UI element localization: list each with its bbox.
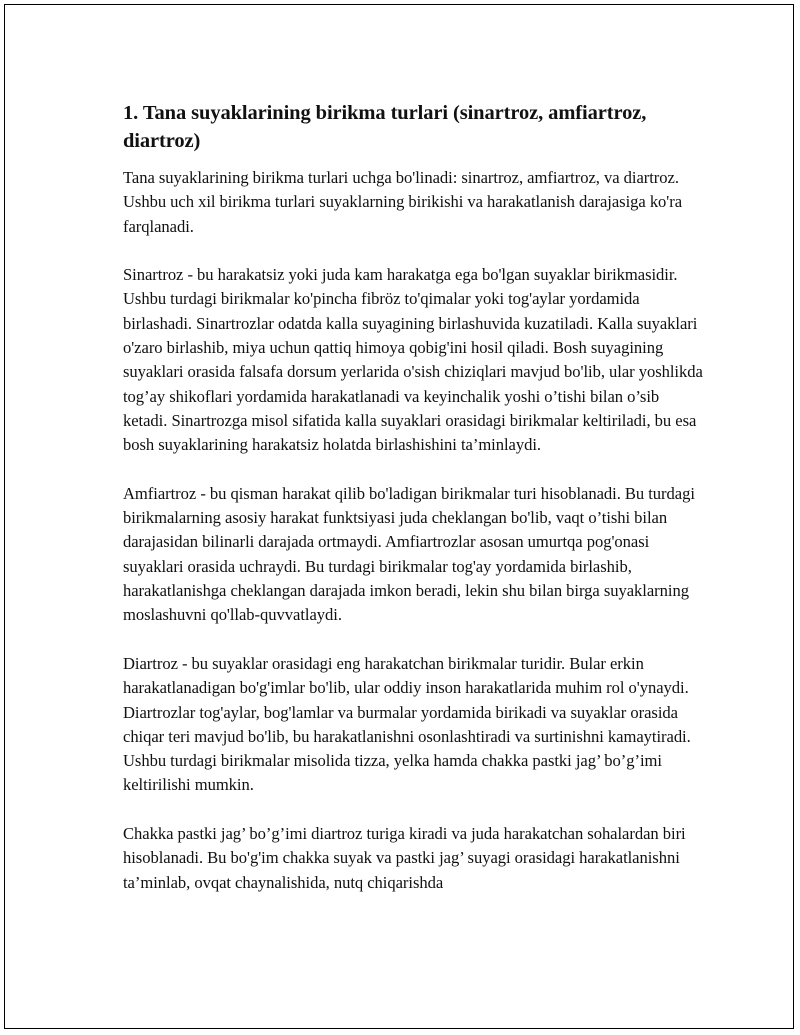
paragraph-amfiartroz: Amfiartroz - bu qisman harakat qilib bo'ladigan birikmalar turi hisoblanadi. Bu turdagi birikmalarning asosiy harakat funktsiyasi juda cheklangan bo'lib, vaqt o’tishi bilan darajasidan bilinarli darajada ortmaydi. Amfiartrozlar asosan umurtqa pog'onasi suyaklari orasida uchraydi. Bu turdagi birikmalar tog'ay yordamida birlashib, harakatlanishga cheklangan darajada imkon beradi, lekin shu bilan birga suyaklarning moslashuvni qo'llab-quvvatlaydi. xyxy=(123,483,695,625)
page-frame xyxy=(4,4,794,1029)
document-title: 1. Tana suyaklarining birikma turlari (sinartroz, amfiartroz, diartroz) xyxy=(123,102,647,152)
paragraph-diartroz: Diartroz - bu suyaklar orasidagi eng harakatchan birikmalar turidir. Bular erkin harakatlanadigan bo'g'imlar bo'lib, ular oddiy inson harakatlarida muhim rol o'ynaydi. Diartrozlar tog'aylar, bog'lamlar va burmalar yordamida birikadi va suyaklar orasida chiqar teri mavjud bo'lib, bu harakatlanishni osonlashtiradi va surtinishni kamaytiradi. Ushbu turdagi birikmalar misolida tizza, yelka hamda chakka pastki jag’ bo’g’imi keltirilishi mumkin. xyxy=(123,653,691,795)
paragraph-intro: Tana suyaklarining birikma turlari uchga bo'linadi: sinartroz, amfiartroz, va diartroz. Ushbu uch xil birikma turlari suyaklarning birikishi va harakatlanish darajasiga ko'ra farqlanadi. xyxy=(123,168,683,236)
paragraph-sinartroz: Sinartroz - bu harakatsiz yoki juda kam harakatga ega bo'lgan suyaklar birikmasidir. Ushbu turdagi birikmalar ko'pincha fibröz to'qimalar yoki tog'aylar yordamida birlashadi. Sinartrozlar odatda kalla suyagining birlashuvida kuzatiladi. Kalla suyaklari o'zaro birlashib, miya uchun qattiq himoya qobig'ini hosil qiladi. Bosh suyagining suyaklari orasida falsafa dorsum yerlarida o'sish chiziqlari mavjud bo'lib, ular yoshlikda tog’ay shikoflari yordamida harakatlanadi va keyinchalik yoshi o’tishi bilan o’sib ketadi. Sinartrozga misol sifatida kalla suyaklari orasidagi birikmalar keltiriladi, bu esa bosh suyaklarining harakatsiz holatda birlashishini ta’minlaydi. xyxy=(123,265,703,455)
document-body xyxy=(123,99,703,919)
paragraph-chakka-jag: Chakka pastki jag’ bo’g’imi diartroz turiga kiradi va juda harakatchan sohalardan biri hisoblanadi. Bu bo'g'im chakka suyak va pastki jag’ suyagi orasidagi harakatlanishni ta’minlab, ovqat chaynalishida, nutq chiqarishda xyxy=(123,824,686,892)
